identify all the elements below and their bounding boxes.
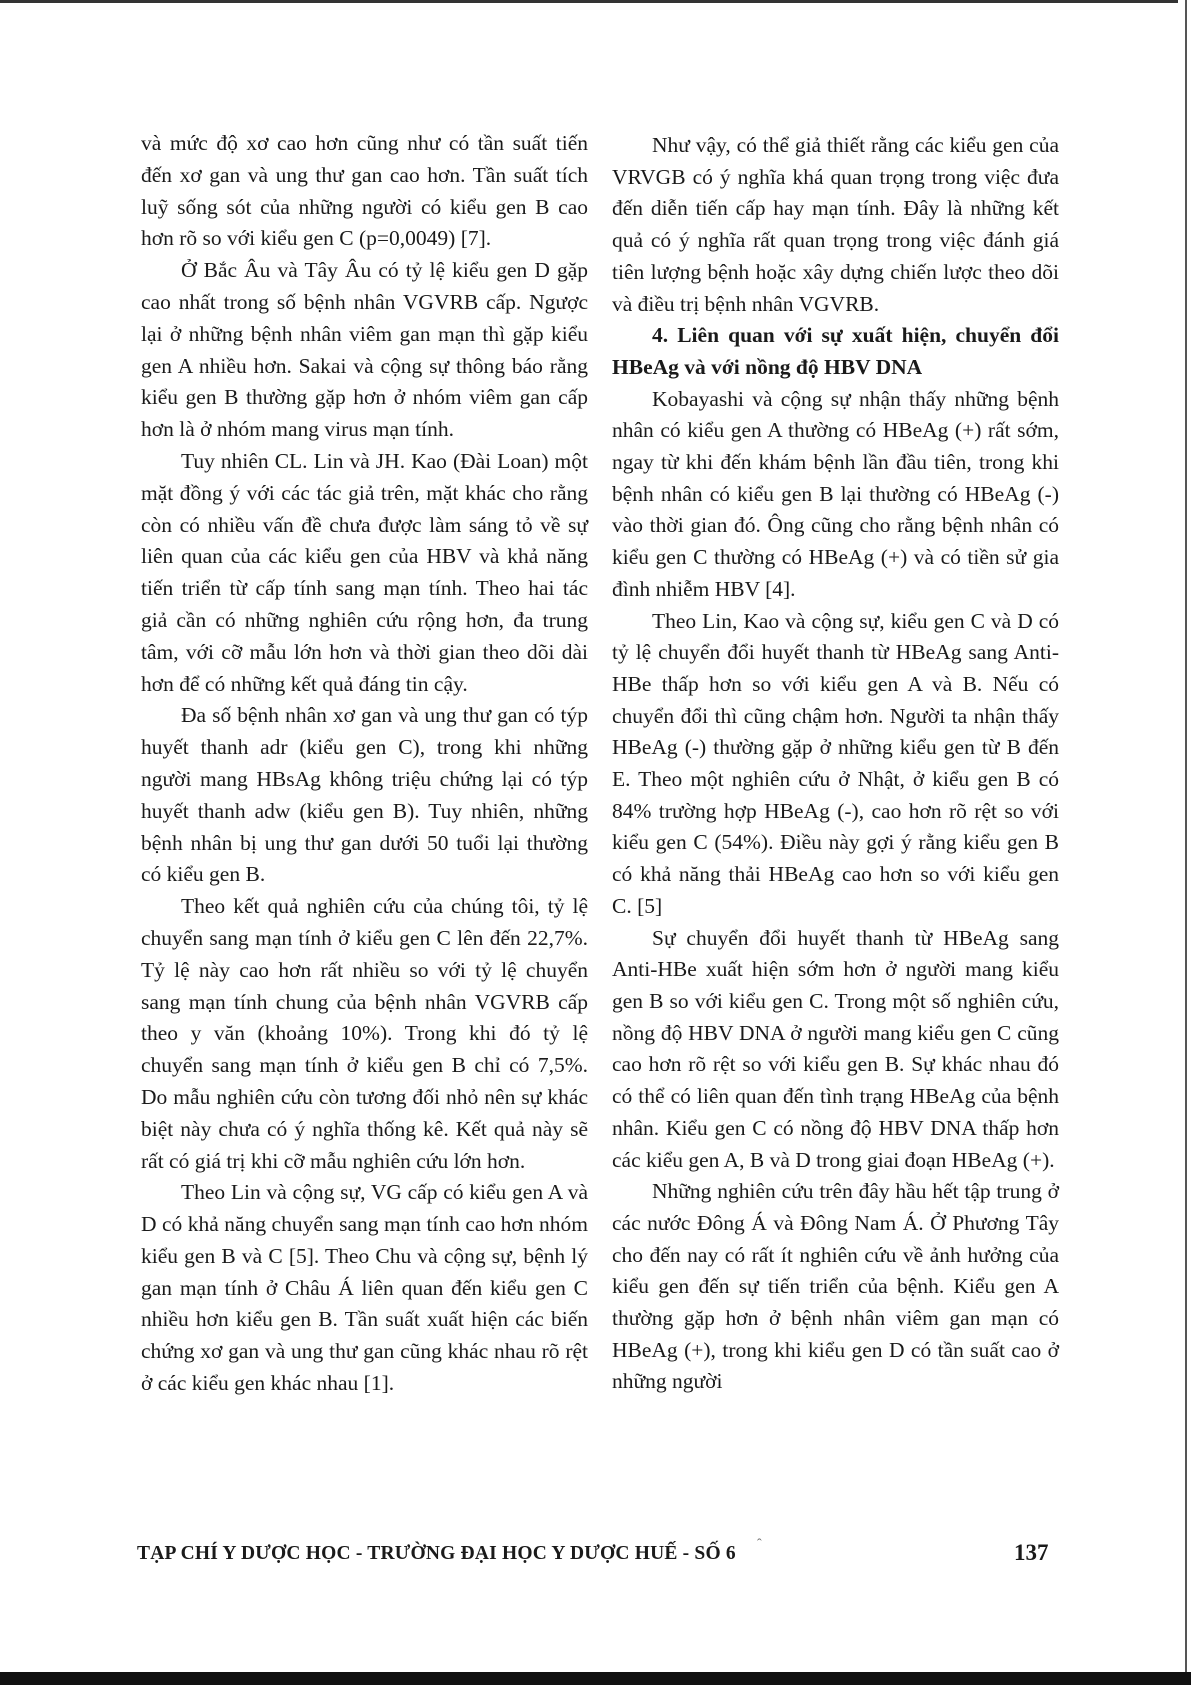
journal-footer: TẠP CHÍ Y DƯỢC HỌC - TRƯỜNG ĐẠI HỌC Y DƯỢC HUẾ - SỐ 6 <box>137 1543 736 1564</box>
top-border-line <box>0 0 1178 3</box>
page-edge-line <box>1185 0 1187 1685</box>
left-column <box>141 128 588 1400</box>
section-heading: 4. Liên quan với sự xuất hiện, chuyển đổi HBeAg và với nồng độ HBV DNA <box>612 323 1059 379</box>
paragraph: Tuy nhiên CL. Lin và JH. Kao (Đài Loan) một mặt đồng ý với các tác giả trên, mặt khác cho rằng còn có nhiều vấn đề chưa được làm sáng tỏ về sự liên quan của các kiểu gen của HBV và khả năng tiến triển từ cấp tính sang mạn tính. Theo hai tác giả cần có những nghiên cứu rộng hơn, đa trung tâm, với cỡ mẫu lớn hơn và thời gian theo dõi dài hơn để có những kết quả đáng tin cậy. <box>141 448 588 696</box>
paragraph: Đa số bệnh nhân xơ gan và ung thư gan có týp huyết thanh adr (kiểu gen C), trong khi những người mang HBsAg không triệu chứng lại có týp huyết thanh adw (kiểu gen B). Tuy nhiên, những bệnh nhân bị ung thư gan dưới 50 tuổi lại thường có kiểu gen B. <box>141 703 588 887</box>
page-number: 137 <box>1014 1540 1049 1565</box>
scan-mark: ˆ <box>757 1537 762 1552</box>
paragraph: và mức độ xơ cao hơn cũng như có tần suất tiến đến xơ gan và ung thư gan cao hơn. Tần suất tích luỹ sống sót của những người có kiểu gen B cao hơn rõ so với kiểu gen C (p=0,0049) [7]. <box>141 131 588 251</box>
paragraph: Những nghiên cứu trên đây hầu hết tập trung ở các nước Đông Á và Đông Nam Á. Ở Phương Tây cho đến nay có rất ít nghiên cứu về ảnh hưởng của kiểu gen đến sự tiến triển của bệnh. Kiểu gen A thường gặp hơn ở bệnh nhân viêm gan mạn có HBeAg (+), trong khi kiểu gen D có tần suất cao ở những người <box>612 1179 1059 1394</box>
paragraph: Ở Bắc Âu và Tây Âu có tỷ lệ kiểu gen D gặp cao nhất trong số bệnh nhân VGVRB cấp. Ngược lại ở những bệnh nhân viêm gan mạn thì gặp kiểu gen A nhiều hơn. Sakai và cộng sự thông báo rằng kiểu gen B thường gặp hơn ở nhóm viêm gan cấp hơn là ở nhóm mang virus mạn tính. <box>141 258 588 442</box>
paragraph: Sự chuyển đổi huyết thanh từ HBeAg sang Anti-HBe xuất hiện sớm hơn ở người mang kiểu gen B so với kiểu gen C. Trong một số nghiên cứu, nồng độ HBV DNA ở người mang kiểu gen C cũng cao hơn rõ rệt so với kiểu gen B. Sự khác nhau đó có thể có liên quan đến tình trạng HBeAg của bệnh nhân. Kiểu gen C có nồng độ HBV DNA thấp hơn các kiểu gen A, B và D trong giai đoạn HBeAg (+). <box>612 925 1059 1172</box>
scan-bottom-edge <box>0 1672 1191 1685</box>
paragraph: Kobayashi và cộng sự nhận thấy những bệnh nhân có kiểu gen A thường có HBeAg (+) rất sớm, ngay từ khi đến khám bệnh lần đầu tiên, trong khi bệnh nhân có kiểu gen B lại thường có HBeAg (-) vào thời gian đó. Ông cũng cho rằng bệnh nhân có kiểu gen C thường có HBeAg (+) và có tiền sử gia đình nhiễm HBV [4]. <box>612 386 1059 601</box>
paragraph: Theo Lin, Kao và cộng sự, kiểu gen C và D có tỷ lệ chuyển đổi huyết thanh từ HBeAg sang Anti-HBe thấp hơn so với kiểu gen A và B. Nếu có chuyển đổi thì cũng chậm hơn. Người ta nhận thấy HBeAg (-) thường gặp ở những kiểu gen từ B đến E. Theo một nghiên cứu ở Nhật, ở kiểu gen B có 84% trường hợp HBeAg (-), cao hơn rõ rệt so với kiểu gen C (54%). Điều này gợi ý rằng kiểu gen B có khả năng thải HBeAg cao hơn so với kiểu gen C. [5] <box>612 608 1059 918</box>
paragraph: Theo kết quả nghiên cứu của chúng tôi, tỷ lệ chuyển sang mạn tính ở kiểu gen C lên đến 22,7%. Tỷ lệ này cao hơn rất nhiều so với tỷ lệ chuyển sang mạn tính chung của bệnh nhân VGVRB cấp theo y văn (khoảng 10%). Trong khi đó tỷ lệ chuyển sang mạn tính ở kiểu gen B chỉ có 7,5%. Do mẫu nghiên cứu còn tương đối nhỏ nên sự khác biệt này chưa có ý nghĩa thống kê. Kết quả này sẽ rất có giá trị khi cỡ mẫu nghiên cứu lớn hơn. <box>141 894 588 1173</box>
paragraph: Theo Lin và cộng sự, VG cấp có kiểu gen A và D có khả năng chuyển sang mạn tính cao hơn nhóm kiểu gen B và C [5]. Theo Chu và cộng sự, bệnh lý gan mạn tính ở Châu Á liên quan đến kiểu gen C nhiều hơn kiểu gen B. Tần suất xuất hiện các biến chứng xơ gan và ung thư gan cũng khác nhau rõ rệt ở các kiểu gen khác nhau [1]. <box>141 1180 588 1396</box>
paragraph: Như vậy, có thể giả thiết rằng các kiểu gen của VRVGB có ý nghĩa khá quan trọng trong việc đưa đến diễn tiến cấp hay mạn tính. Đây là những kết quả có ý nghĩa rất quan trọng trong việc đánh giá tiên lượng bệnh hoặc xây dựng chiến lược theo dõi và điều trị bệnh nhân VGVRB. <box>612 133 1059 316</box>
right-column <box>612 130 1059 1398</box>
